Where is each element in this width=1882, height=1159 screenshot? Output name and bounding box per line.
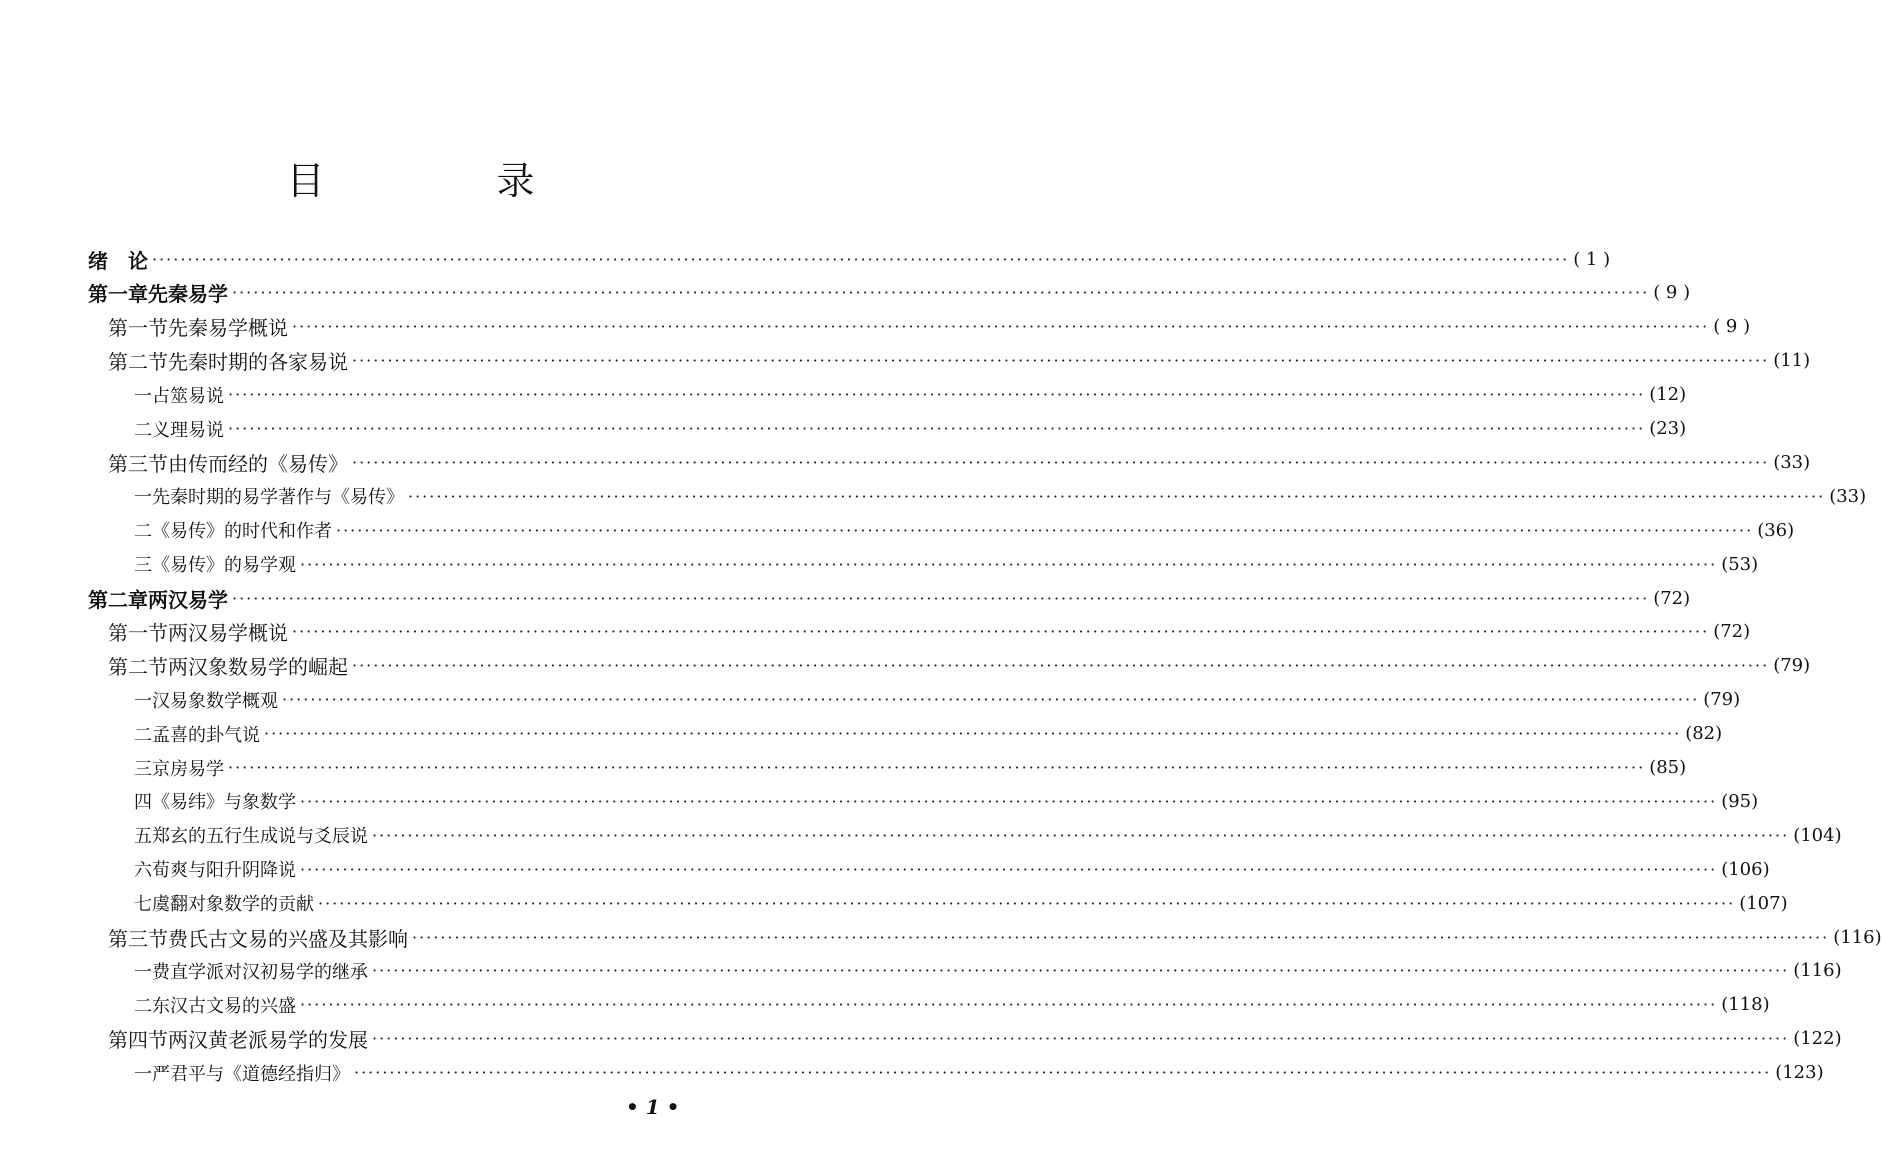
toc-entry[interactable] — [134, 784, 1759, 818]
toc-entry-marker: 第一节 — [108, 621, 168, 646]
dot-leader: ········································································································································································································ — [228, 758, 1646, 777]
page-title: 目 录 — [286, 159, 615, 203]
toc-entry-page: (122) — [1793, 1028, 1842, 1050]
toc-entry[interactable] — [108, 649, 1811, 683]
toc-entry-title: 先秦时期的易学著作与《易传》 — [152, 487, 404, 509]
toc-entry[interactable] — [88, 581, 1691, 615]
toc-entry-page: (23) — [1649, 418, 1687, 439]
dot-leader: ········································································································································································································ — [352, 656, 1770, 676]
dot-leader: ········································································································································································································ — [292, 622, 1710, 642]
toc-entry-marker: 三 — [134, 555, 152, 577]
toc-entry-page: (85) — [1649, 757, 1687, 778]
toc-entry-marker: 第三节 — [108, 926, 168, 951]
toc-entry-page: (72) — [1713, 621, 1751, 643]
dot-leader: ········································································································································································································ — [232, 283, 1650, 303]
toc-entry[interactable] — [134, 547, 1759, 581]
page-number: • 1 • — [626, 1095, 680, 1119]
toc-entry-page: ( 9 ) — [1713, 316, 1751, 338]
toc-entry-title: 虞翻对象数学的贡献 — [152, 894, 314, 916]
toc-entry[interactable] — [134, 479, 1867, 513]
dot-leader: ········································································································································································································ — [300, 859, 1718, 879]
toc-entry-marker: 七 — [134, 894, 152, 916]
toc-entry-marker: 一 — [134, 961, 152, 983]
toc-entry-title: 郑玄的五行生成说与爻辰说 — [152, 826, 368, 848]
toc-entry-marker: 一 — [134, 385, 152, 407]
toc-entry[interactable] — [134, 954, 1842, 988]
toc-entry-page: (104) — [1793, 824, 1842, 846]
toc-entry-marker: 一 — [134, 690, 152, 712]
dot-leader: ········································································································································································································ — [228, 419, 1646, 438]
toc-entry[interactable] — [134, 378, 1687, 412]
toc-entry-title: 《易传》的时代和作者 — [152, 521, 332, 543]
toc-entry[interactable] — [108, 920, 1882, 954]
toc-entry[interactable] — [134, 513, 1795, 547]
dot-leader: ········································································································································································································ — [152, 249, 1570, 269]
dot-leader: ········································································································································································································ — [282, 690, 1700, 710]
toc-entry[interactable] — [88, 276, 1691, 310]
dot-leader: ········································································································································································································ — [412, 927, 1830, 947]
toc-entry-marker: 一 — [134, 1063, 152, 1085]
toc-entry-page: (118) — [1721, 994, 1770, 1016]
dot-leader: ········································································································································································································ — [300, 791, 1718, 811]
toc-entry-page: (36) — [1757, 519, 1795, 541]
toc-entry-marker: 第一章 — [88, 282, 148, 307]
toc-entry-marker: 三 — [134, 758, 152, 780]
toc-entry-title: 《易传》的易学观 — [152, 555, 296, 577]
toc-entry[interactable] — [108, 310, 1751, 344]
toc-entry[interactable] — [108, 615, 1751, 649]
dot-leader: ········································································································································································································ — [318, 893, 1736, 913]
toc-entry-marker: 第三节 — [108, 451, 168, 476]
toc-entry-page: (53) — [1721, 553, 1759, 575]
toc-entry-marker: 二 — [134, 419, 152, 441]
toc-entry-marker: 第二节 — [108, 350, 168, 375]
toc-entry[interactable] — [134, 717, 1723, 751]
toc-entry-title: 严君平与《道德经指归》 — [152, 1063, 350, 1085]
toc-entry-title: 汉易象数学概观 — [152, 690, 278, 712]
toc-entry-title: 费氏古文易的兴盛及其影响 — [168, 926, 408, 951]
toc-entry-title: 孟喜的卦气说 — [152, 724, 260, 746]
toc-entry[interactable] — [134, 818, 1842, 852]
toc-entry-title: 义理易说 — [152, 419, 224, 441]
toc-entry[interactable] — [108, 1022, 1842, 1056]
dot-leader: ········································································································································································································ — [408, 486, 1826, 506]
toc-entry-title: 京房易学 — [152, 758, 224, 780]
toc-entry-page: (95) — [1721, 790, 1759, 812]
dot-leader: ········································································································································································································ — [372, 961, 1790, 981]
toc-entry-title: 两汉易学概说 — [168, 621, 288, 646]
toc-entry-marker: 四 — [134, 792, 152, 814]
toc-entry-page: (106) — [1721, 858, 1770, 880]
toc-entry[interactable] — [134, 751, 1687, 785]
toc-entry-page: (33) — [1773, 451, 1811, 473]
toc-entry-page: (116) — [1793, 960, 1842, 982]
toc-entry-page: ( 1 ) — [1573, 248, 1611, 270]
toc-entry-title: 荀爽与阳升阴降说 — [152, 860, 296, 882]
toc-entry-marker: 第二节 — [108, 655, 168, 680]
toc-entry-marker: 二 — [134, 995, 152, 1017]
toc-entry-title: 东汉古文易的兴盛 — [152, 995, 296, 1017]
toc-entry-page: (11) — [1773, 350, 1811, 372]
toc-entry-marker: 二 — [134, 724, 152, 746]
toc-entry-title: 由传而经的《易传》 — [168, 451, 348, 476]
dot-leader: ········································································································································································································ — [228, 385, 1646, 405]
dot-leader: ········································································································································································································ — [352, 452, 1770, 472]
toc-entry-marker: 六 — [134, 860, 152, 882]
toc-entry[interactable] — [134, 683, 1741, 717]
toc-entry[interactable] — [134, 1056, 1824, 1090]
dot-leader: ········································································································································································································ — [352, 351, 1770, 371]
toc-entry[interactable] — [134, 988, 1770, 1022]
toc-entry-marker: 五 — [134, 826, 152, 848]
dot-leader: ········································································································································································································ — [264, 724, 1682, 744]
toc-entry-title: 先秦时期的各家易说 — [168, 350, 348, 375]
dot-leader: ········································································································································································································ — [354, 1063, 1772, 1083]
toc-entry-marker: 一 — [134, 487, 152, 509]
toc-entry-page: (123) — [1775, 1062, 1824, 1084]
toc-entry-marker: 二 — [134, 521, 152, 543]
toc-entry-title: 两汉黄老派易学的发展 — [168, 1028, 368, 1053]
toc-entry-page: (107) — [1739, 892, 1788, 914]
toc-entry-page: (72) — [1653, 587, 1691, 609]
toc-entry[interactable] — [108, 445, 1811, 479]
toc-entry-title: 先秦易学概说 — [168, 316, 288, 341]
toc-entry-title: 先秦易学 — [148, 282, 228, 307]
toc-entry-page: (79) — [1773, 655, 1811, 677]
toc-entry[interactable] — [88, 242, 1611, 276]
toc-entry-title: 《易纬》与象数学 — [152, 792, 296, 814]
toc-entry-marker: 绪 论 — [88, 248, 148, 273]
dot-leader: ········································································································································································································ — [300, 554, 1718, 574]
dot-leader: ········································································································································································································ — [232, 588, 1650, 608]
toc-entry-page: (33) — [1829, 485, 1867, 507]
toc-entry-page: (12) — [1649, 384, 1687, 406]
toc-entry-marker: 第二章 — [88, 587, 148, 612]
dot-leader: ········································································································································································································ — [300, 995, 1718, 1015]
toc-entry-title: 两汉易学 — [148, 587, 228, 612]
toc-entry-marker: 第四节 — [108, 1028, 168, 1053]
toc-entry[interactable] — [134, 886, 1788, 920]
toc-entry[interactable] — [134, 852, 1770, 886]
dot-leader: ········································································································································································································ — [372, 1029, 1790, 1049]
toc-entry-marker: 第一节 — [108, 316, 168, 341]
toc-entry-page: (79) — [1703, 689, 1741, 711]
toc-entry[interactable] — [134, 412, 1687, 446]
toc-entry-title: 费直学派对汉初易学的继承 — [152, 961, 368, 983]
toc-entry-page: (82) — [1685, 723, 1723, 745]
toc-entry-title: 两汉象数易学的崛起 — [168, 655, 348, 680]
dot-leader: ········································································································································································································ — [372, 825, 1790, 845]
toc-entry-page: (116) — [1833, 926, 1882, 948]
dot-leader: ········································································································································································································ — [336, 520, 1754, 540]
dot-leader: ········································································································································································································ — [292, 317, 1710, 337]
toc-entry[interactable] — [108, 344, 1811, 378]
toc-entry-page: ( 9 ) — [1653, 282, 1691, 304]
toc-entry-title: 占筮易说 — [152, 385, 224, 407]
